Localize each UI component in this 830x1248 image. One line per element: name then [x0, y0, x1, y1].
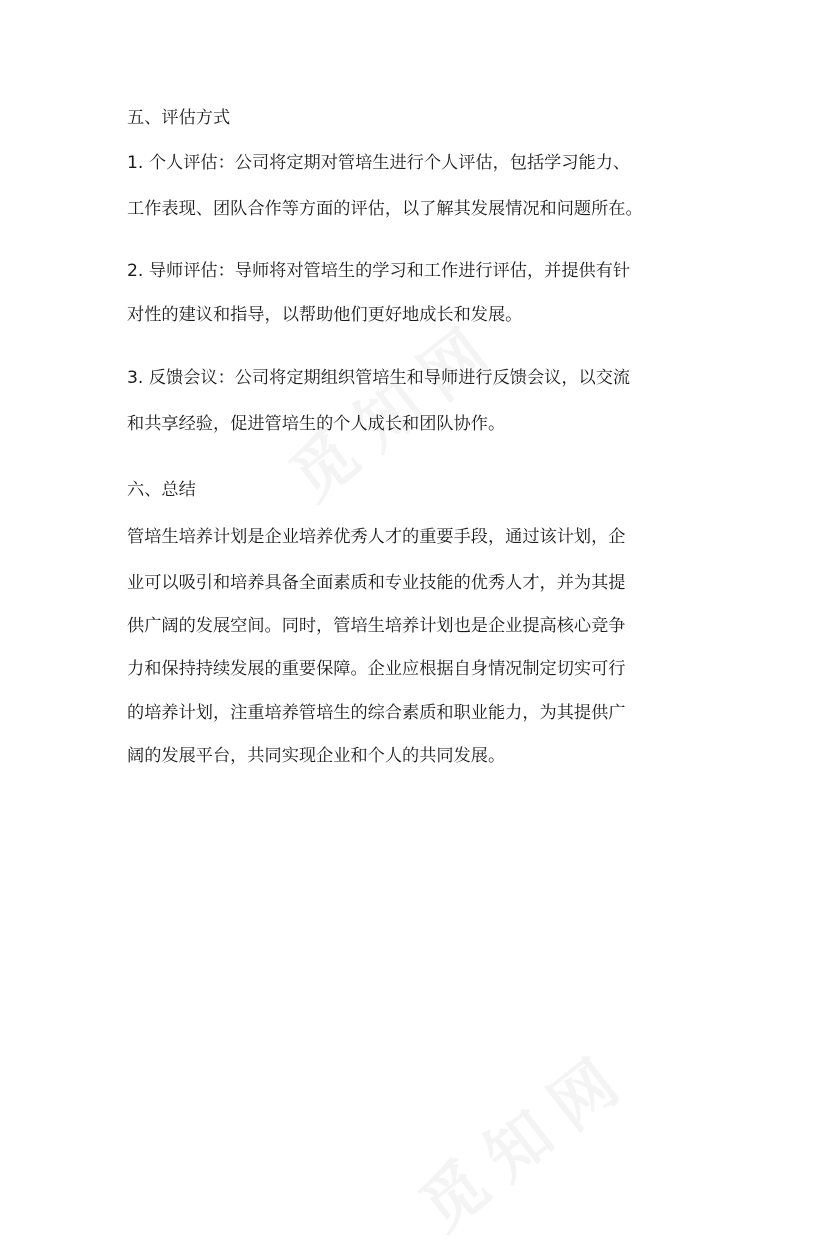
watermark — [268, 294, 518, 518]
paragraph-line: 供广阔的发展空间。同时，管培生培养计划也是企业提高核心竞争 — [127, 616, 626, 636]
paragraph-line: 和共享经验，促进管培生的个人成长和团队协作。 — [127, 414, 506, 434]
paragraph-line: 力和保持持续发展的重要保障。企业应根据自身情况制定切实可行 — [127, 659, 626, 679]
paragraph-line: 2. 导师评估：导师将对管培生的学习和工作进行评估，并提供有针 — [127, 261, 631, 281]
paragraph-line: 的培养计划，注重培养管培生的综合素质和职业能力，为其提供广 — [127, 703, 626, 723]
paragraph-line: 1. 个人评估：公司将定期对管培生进行个人评估，包括学习能力、 — [127, 153, 631, 173]
paragraph-line: 业可以吸引和培养具备全面素质和专业技能的优秀人才，并为其提 — [127, 573, 626, 593]
section-heading-evaluation: 五、评估方式 — [127, 108, 231, 128]
paragraph-line: 3. 反馈会议：公司将定期组织管培生和导师进行反馈会议，以交流 — [127, 368, 631, 388]
paragraph-line: 工作表现、团队合作等方面的评估，以了解其发展情况和问题所在。 — [127, 199, 643, 219]
paragraph-line: 对性的建议和指导，以帮助他们更好地成长和发展。 — [127, 305, 523, 325]
section-heading-summary: 六、总结 — [127, 480, 196, 500]
paragraph-line: 管培生培养计划是企业培养优秀人才的重要手段，通过该计划，企 — [127, 527, 626, 547]
paragraph-line: 阔的发展平台，共同实现企业和个人的共同发展。 — [127, 746, 506, 766]
watermark — [398, 1024, 648, 1248]
